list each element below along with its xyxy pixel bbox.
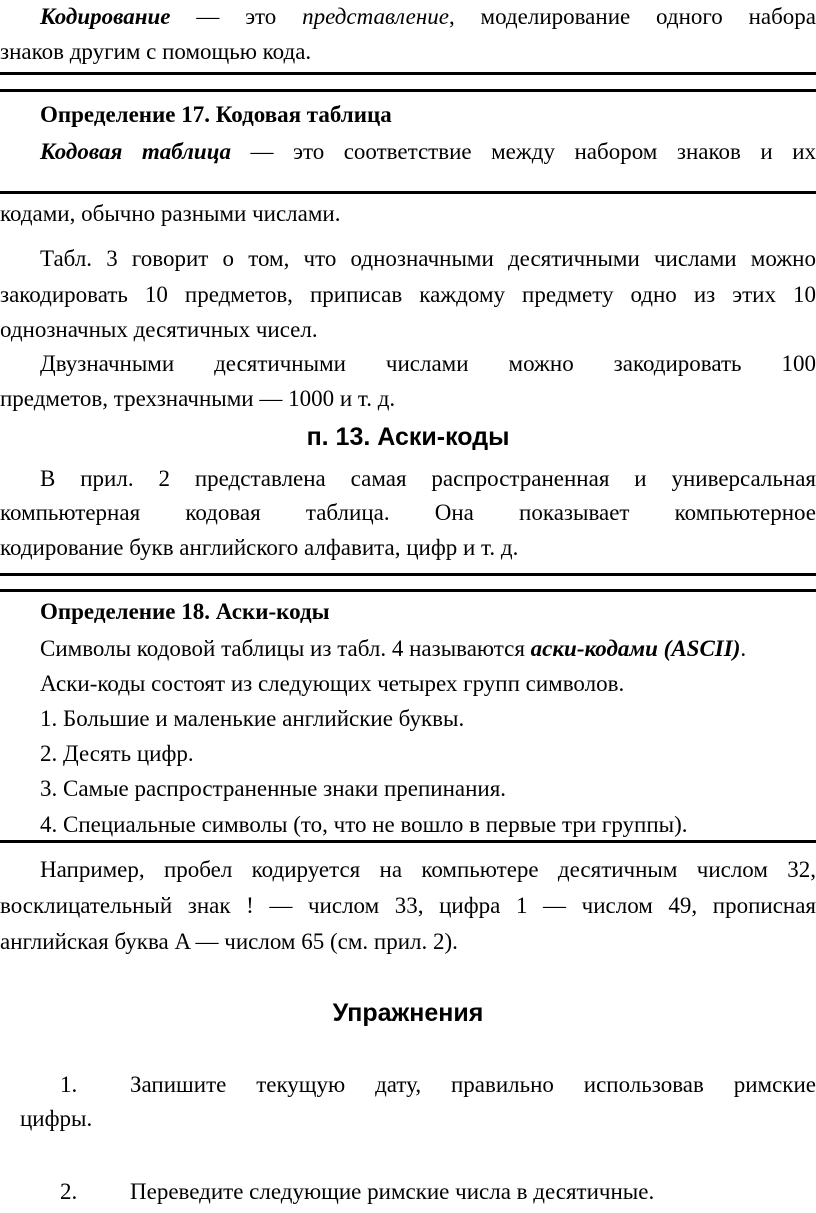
paragraph-5-line-2: восклицательный знак ! — числом 33, цифра 1 — числом 49, прописная <box>0 893 816 918</box>
paragraph-2-line-1: Табл. 3 говорит о том, что однозначными десятичными числами можно <box>40 246 816 271</box>
definition-17-continuation: кодами, обычно разными числами. <box>0 201 341 226</box>
paragraph-5-line-1: Например, пробел кодируется на компьютере десятичным числом 32, <box>40 857 816 882</box>
paragraph-3-line-1: Двузначными десятичными числами можно закодировать 100 <box>40 351 816 376</box>
exercise-2-number: 2. <box>60 1179 78 1204</box>
definition-18-line-1-pre: Символы кодовой таблицы из табл. 4 называются <box>40 636 531 661</box>
definition-18-line-2: Аски-коды состоят из следующих четырех групп символов. <box>40 671 625 696</box>
paragraph-5-line-3: английская буква A — числом 65 (см. прил. 2). <box>0 929 458 954</box>
definition-18-item-4: 4. Специальные символы (то, что не вошло в первые три группы). <box>40 812 688 837</box>
definition-18-line-1 <box>40 634 816 664</box>
definition-17-text <box>40 137 816 167</box>
exercise-2-text: Переведите следующие римские числа в десятичные. <box>130 1179 655 1204</box>
term-coding: Кодирование <box>40 4 171 29</box>
definition-18-item-3: 3. Самые распространенные знаки препинания. <box>40 776 507 801</box>
paragraph-3-line-2: предметов, трехзначными — 1000 и т. д. <box>0 386 396 411</box>
divider-bottom-def18 <box>0 840 816 843</box>
definition-17-body: — это соответствие между набором знаков и их <box>250 139 816 164</box>
term-representation: представление <box>302 4 449 29</box>
paragraph-4-line-3: кодирование букв английского алфавита, цифр и т. д. <box>0 535 519 560</box>
definition-18-item-1: 1. Большие и маленькие английские буквы. <box>40 706 465 731</box>
divider-top-def17-inner <box>0 89 816 92</box>
paragraph-4-line-2: компьютерная кодовая таблица. Она показывает компьютерное <box>0 500 816 525</box>
exercises-heading: Упражнения <box>332 999 484 1027</box>
exercise-1-continuation: цифры. <box>20 1106 93 1131</box>
paragraph-2-line-2: закодировать 10 предметов, приписав каждому предмету одно из этих 10 <box>0 282 816 307</box>
definition-17-title: Определение 17. Кодовая таблица <box>40 102 392 127</box>
divider-top-def18-inner <box>0 589 816 592</box>
term-code-table: Кодовая таблица <box>40 139 232 164</box>
dash-is: — это <box>196 4 277 29</box>
exercise-1-number: 1. <box>60 1072 78 1097</box>
definition-18-line-1-post: . <box>740 636 747 661</box>
term-ascii-codes: аски-кодами (ASCII) <box>530 636 741 661</box>
coding-definition-line-1 <box>40 2 816 32</box>
section-heading: п. 13. Аски-коды <box>306 423 510 451</box>
exercise-1-text: Запишите текущую дату, правильно использовав римские <box>130 1072 816 1097</box>
definition-18-title: Определение 18. Аски-коды <box>40 599 330 624</box>
divider-top-def18 <box>0 573 816 576</box>
divider-bottom-def17 <box>0 191 816 194</box>
paragraph-2-line-3: однозначных десятичных чисел. <box>0 317 318 342</box>
coding-definition-rest: , моделирование одного набора <box>448 4 816 29</box>
divider-top-def17 <box>0 72 816 75</box>
definition-18-item-2: 2. Десять цифр. <box>40 741 194 766</box>
coding-definition-line-2: знаков другим с помощью кода. <box>0 39 312 64</box>
paragraph-4-line-1: В прил. 2 представлена самая распространенная и универсальная <box>40 466 816 491</box>
